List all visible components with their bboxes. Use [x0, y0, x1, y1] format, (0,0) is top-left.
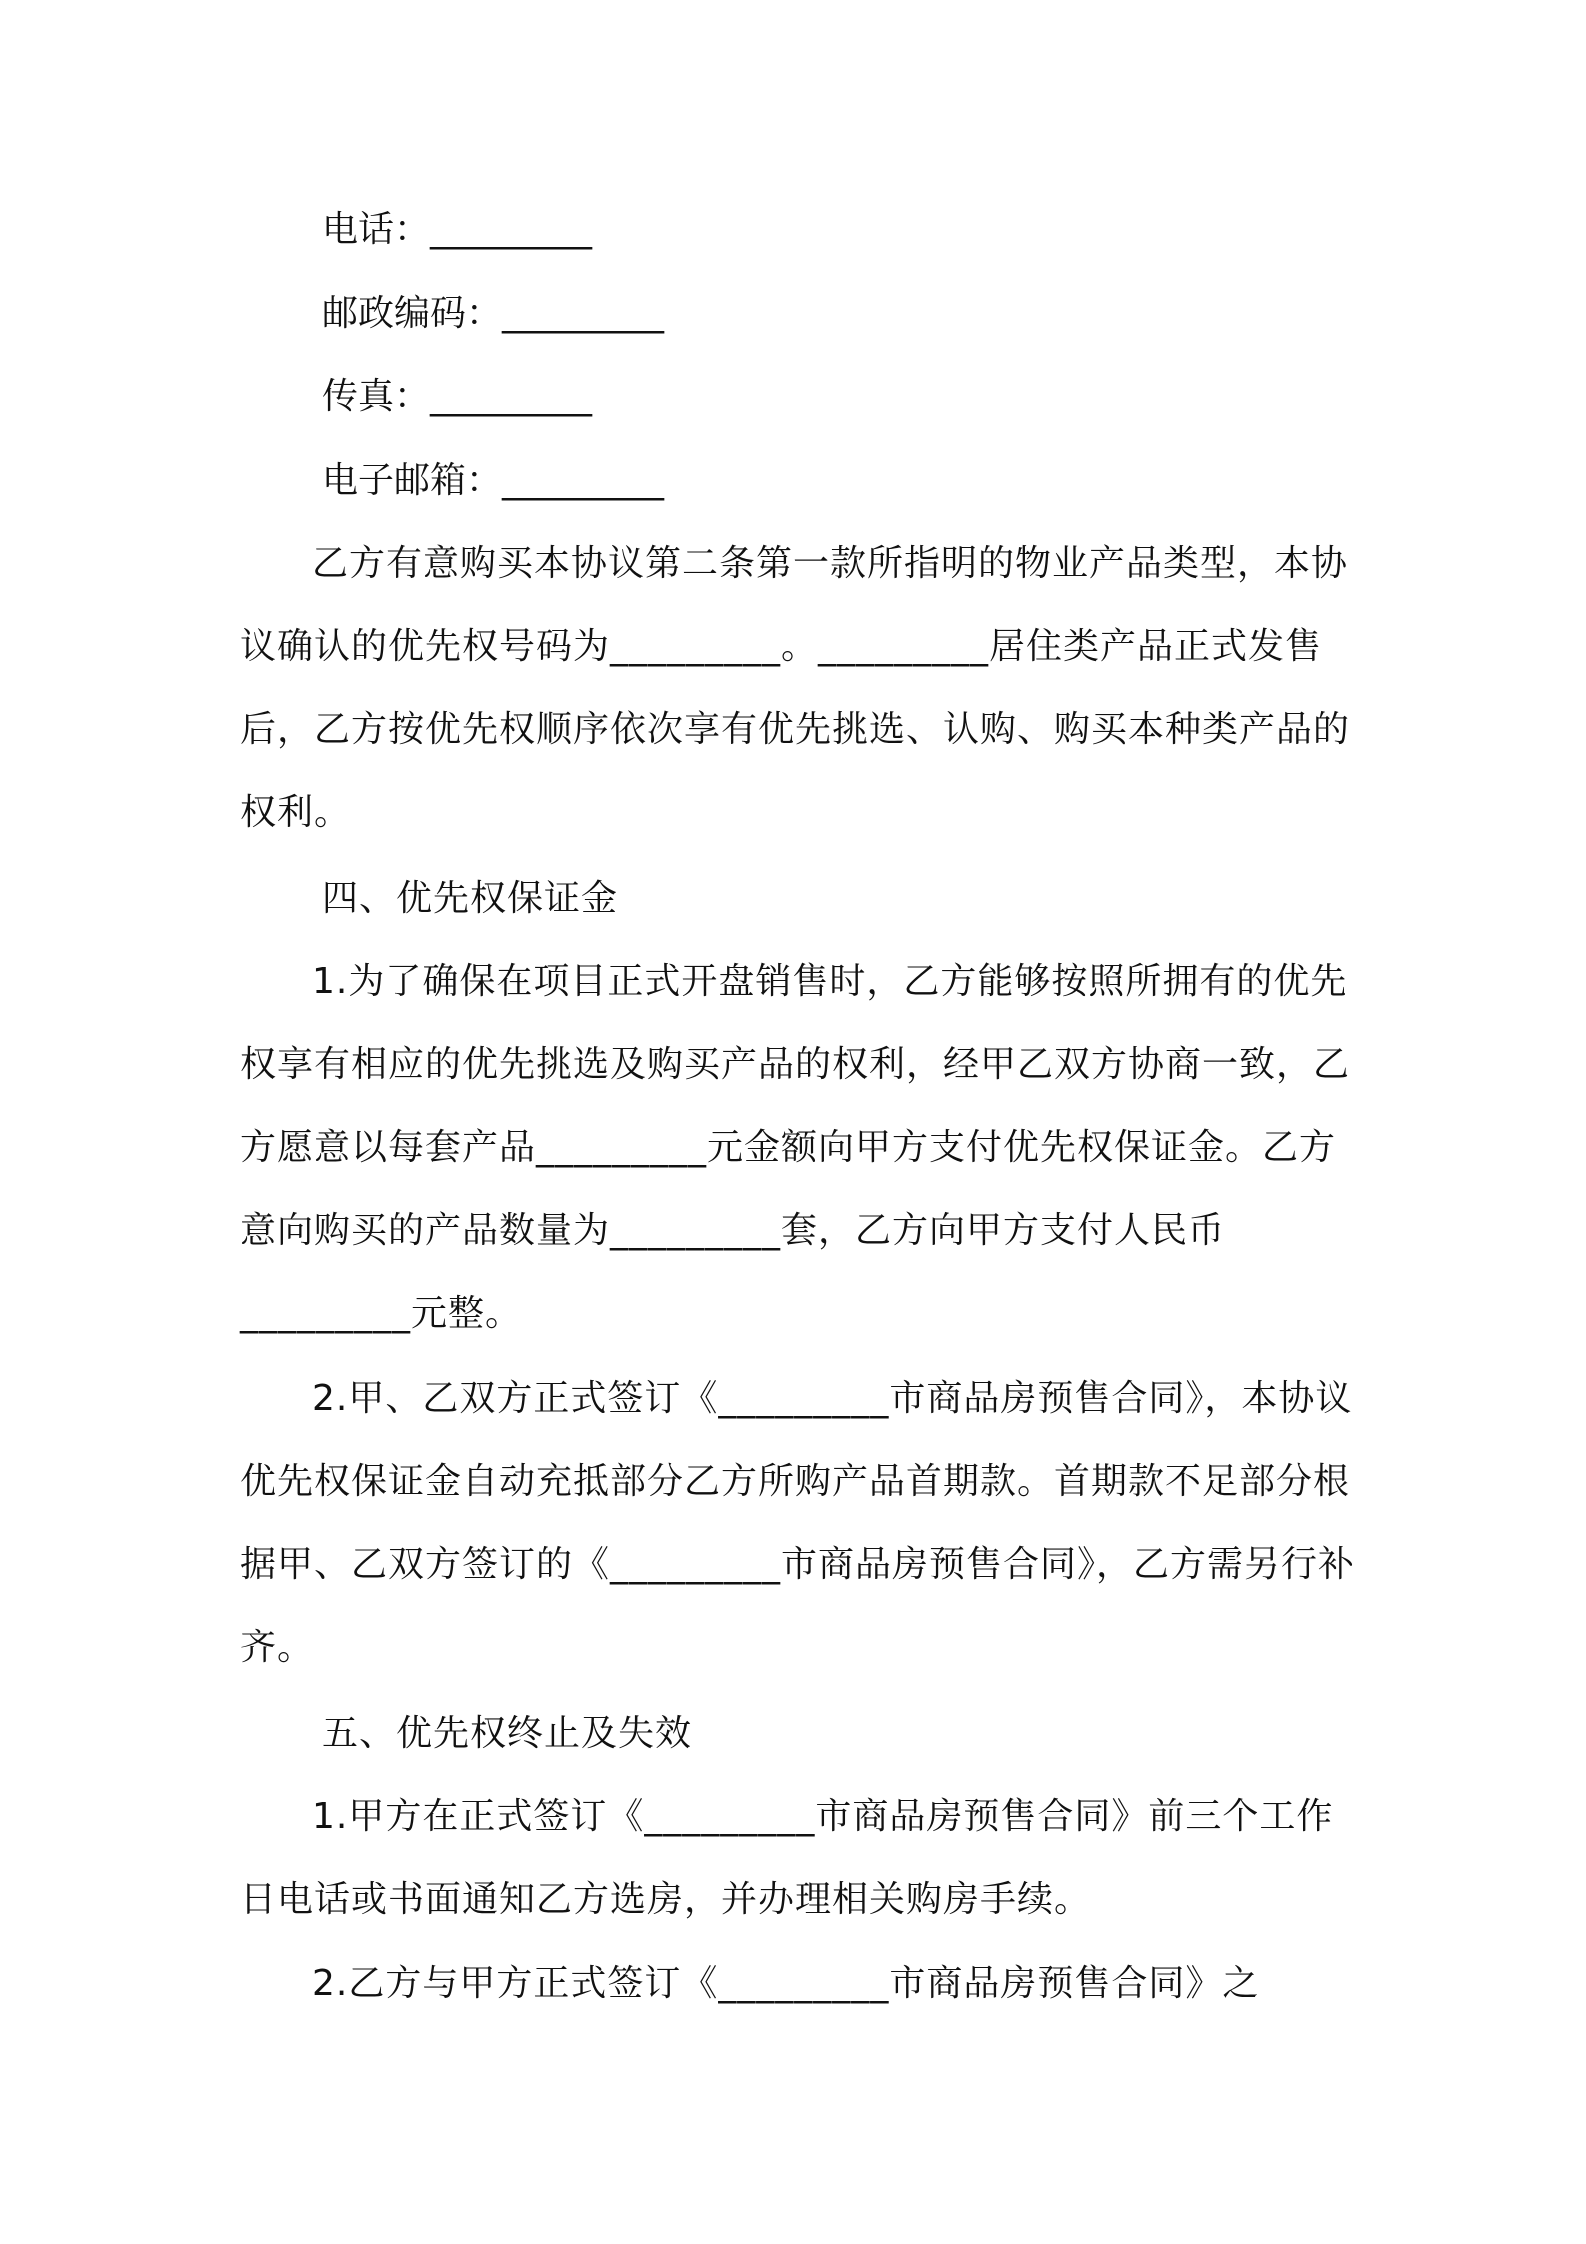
priority-number-paragraph: 乙方有意购买本协议第二条第一款所指明的物业产品类型，本协议确认的优先权号码为_________。_________居住类产品正式发售后，乙方按优先权顺序依次享有优先挑选、认购、购买本种类产品的权利。	[240, 543, 1351, 833]
fax-field	[322, 373, 592, 421]
deposit-clause-1: 1.为了确保在项目正式开盘销售时，乙方能够按照所拥有的优先权享有相应的优先挑选及购买产品的权利，经甲乙双方协商一致，乙方愿意以每套产品_________元金额向甲方支付优先权保证金。乙方意向购买的产品数量为_________套，乙方向甲方支付人民币_________元整。	[240, 961, 1351, 1334]
termination-clause-1: 1.甲方在正式签订《_________市商品房预售合同》前三个工作日电话或书面通知乙方选房，并办理相关购房手续。	[240, 1796, 1334, 1920]
phone-label: 电话：	[322, 209, 431, 250]
fax-blank: _________	[430, 376, 593, 417]
section-4-heading: 四、优先权保证金	[322, 878, 619, 919]
section-5-heading: 五、优先权终止及失效	[322, 1713, 693, 1754]
email-blank: _________	[502, 460, 665, 501]
termination-clause-2: 2.乙方与甲方正式签订《_________市商品房预售合同》之	[312, 1963, 1260, 2004]
deposit-clause-2: 2.甲、乙双方正式签订《_________市商品房预售合同》，本协议优先权保证金自动充抵部分乙方所购产品首期款。首期款不足部分根据甲、乙双方签订的《_________市商品房预售合同》，乙方需另行补齐。	[240, 1378, 1356, 1668]
email-label: 电子邮箱：	[322, 460, 503, 501]
email-field	[322, 457, 664, 505]
phone-blank: _________	[430, 209, 593, 250]
postal-code-blank: _________	[502, 293, 665, 334]
phone-field	[322, 206, 592, 254]
fax-label: 传真：	[322, 376, 431, 417]
postal-code-label: 邮政编码：	[322, 293, 503, 334]
postal-code-field	[322, 290, 664, 338]
